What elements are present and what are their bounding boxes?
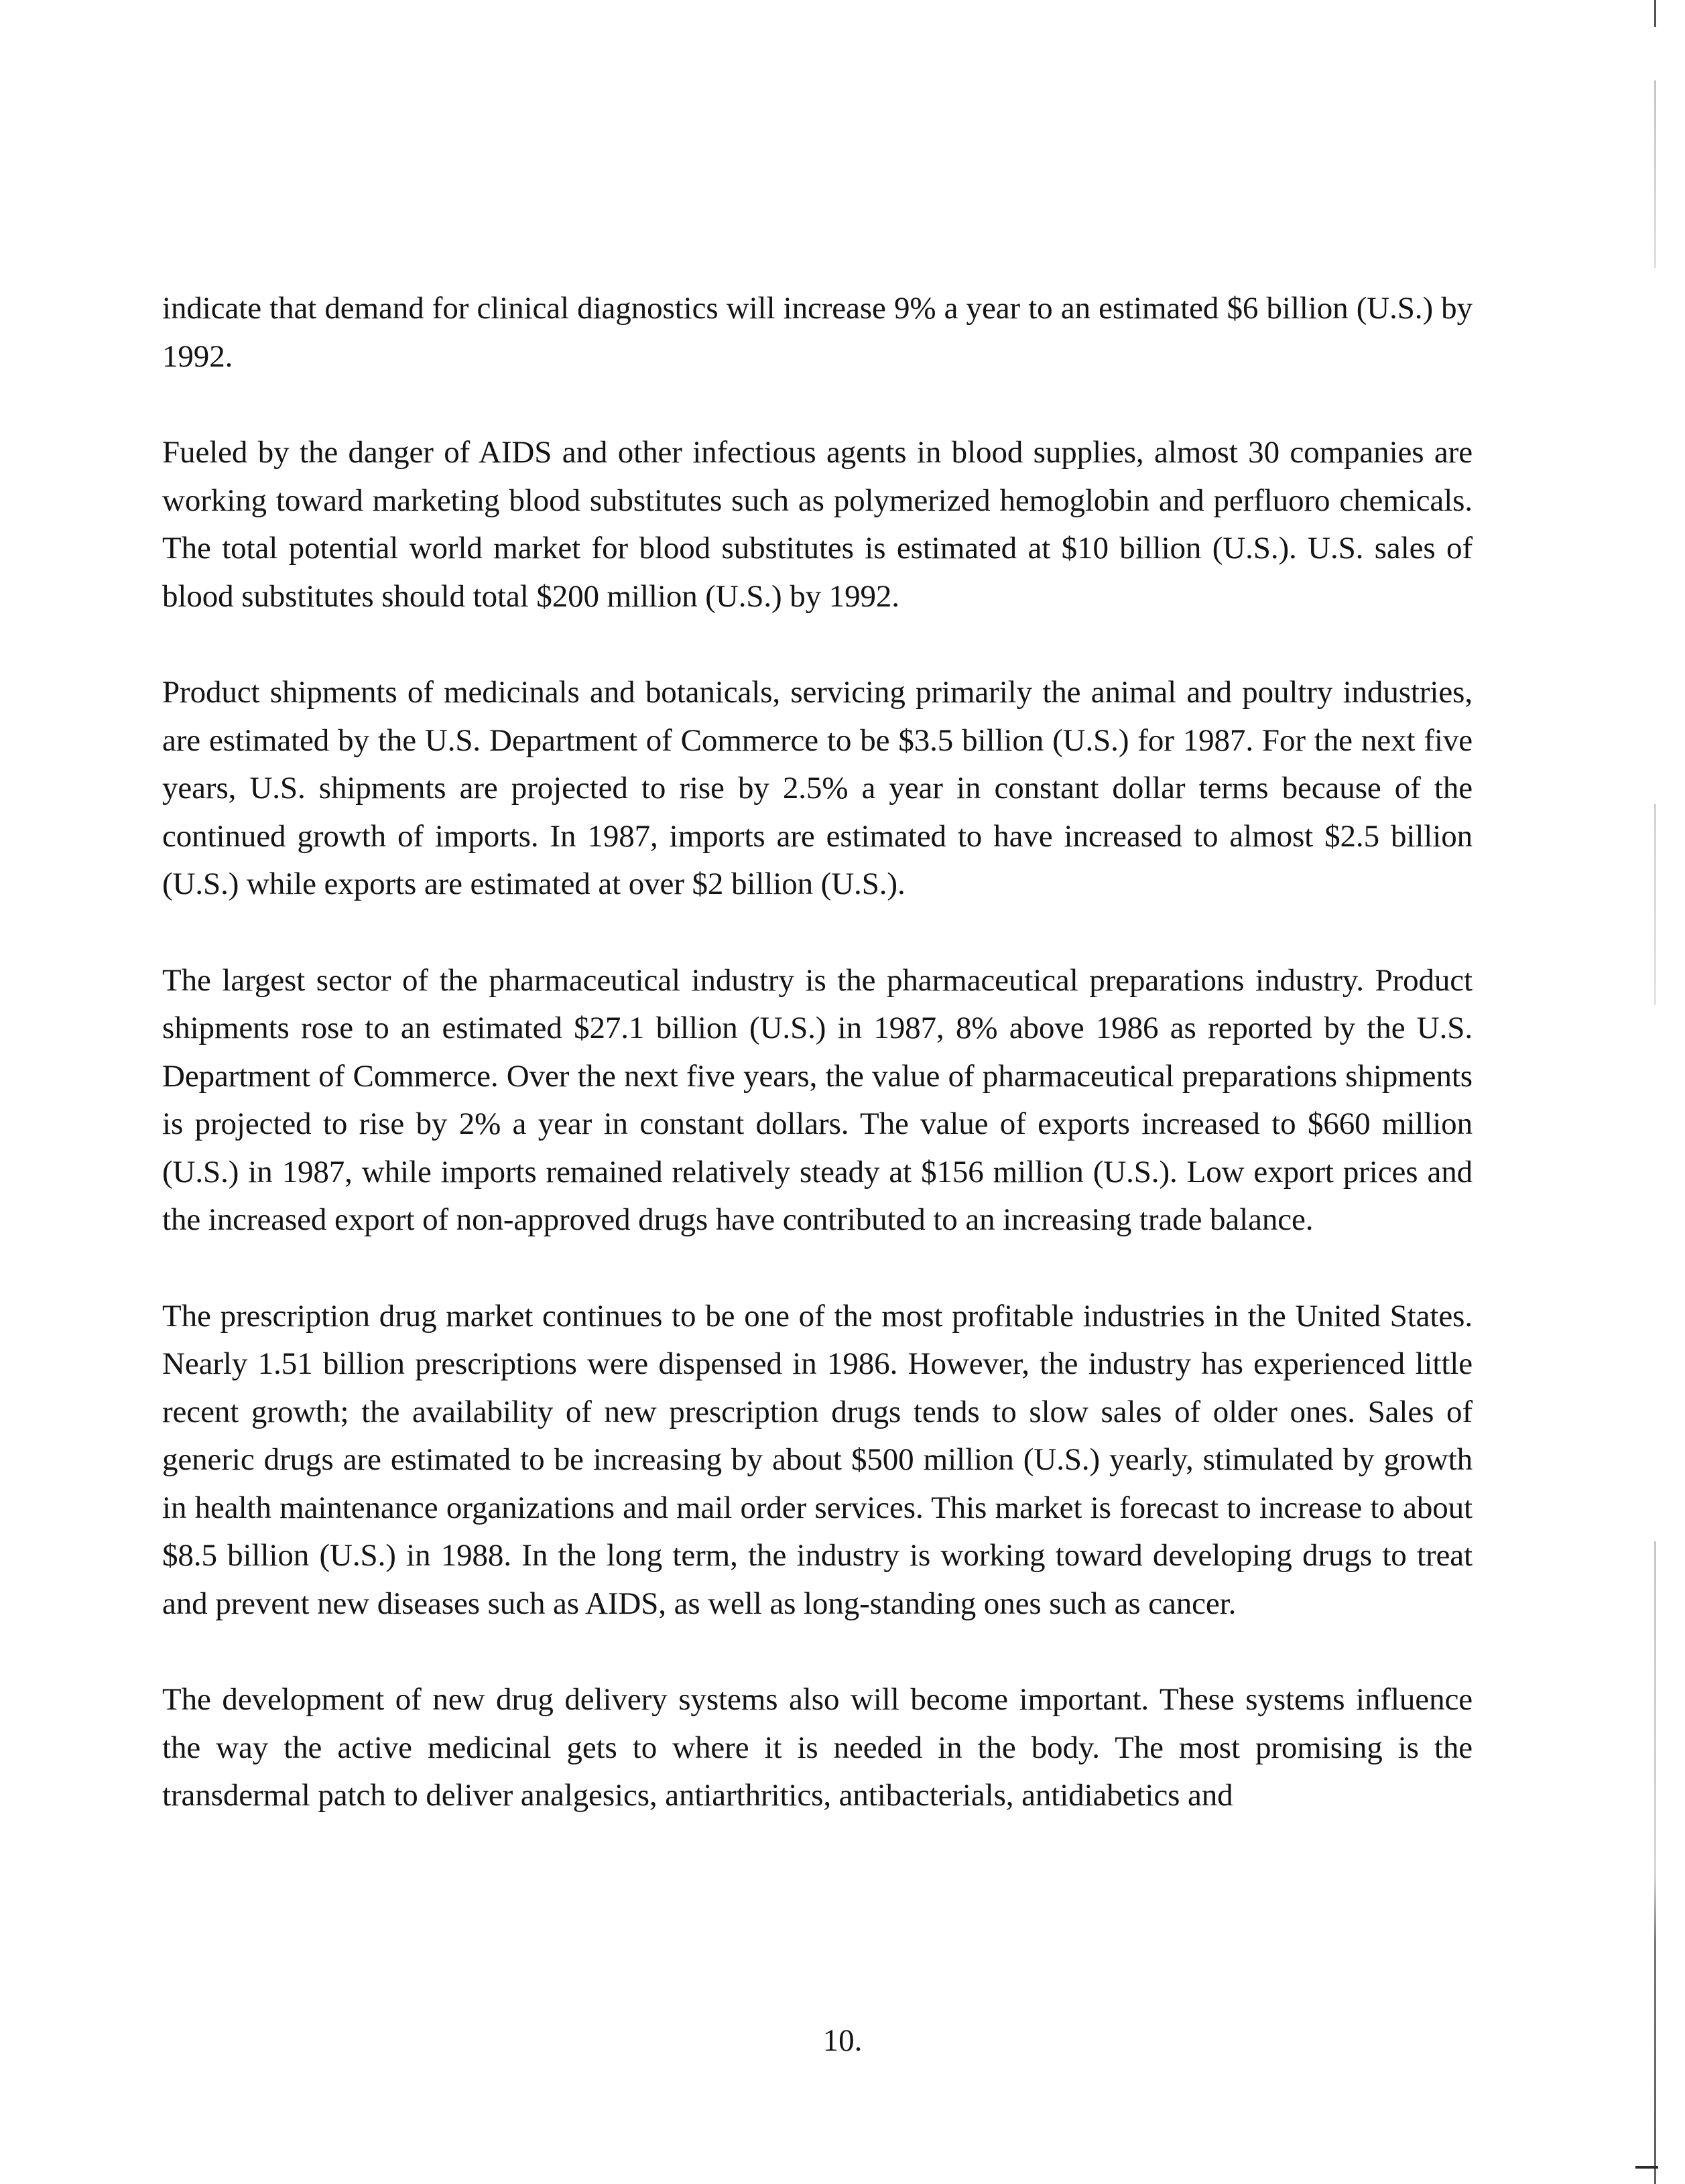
paragraph-blood-substitutes: Fueled by the danger of AIDS and other infectious agents in blood supplies, almost 30 companies are working toward marketing blood substitutes such as polymerized hemoglobin and perfluoro chemicals. The total potential world market for blood substitutes is estimated at $10 billion (U.S.). U.S. sales of blood substitutes should total $200 million (U.S.) by 1992. bbox=[162, 435, 1473, 614]
paragraph-pharmaceutical-preparations: The largest sector of the pharmaceutical industry is the pharmaceutical preparations industry. Product shipments rose to an estimated $27.1 billion (U.S.) in 1987, 8% above 1986 as reported by the U.S. Department of Commerce. Over the next five years, the value of pharmaceutical preparations shipments is projected to rise by 2% a year in constant dollars. The value of exports increased to $660 million (U.S.) in 1987, while imports remained relatively steady at $156 million (U.S.). Low export prices and the increased export of non-approved drugs have contributed to an increasing trade balance. bbox=[162, 962, 1473, 1237]
paragraph-drug-delivery-systems: The development of new drug delivery systems also will become important. These systems influence the way the active medicinal gets to where it is needed in the body. The most promising is the transdermal patch to deliver analgesics, antiarthritics, antibacterials, antidiabetics and bbox=[162, 1682, 1473, 1813]
paragraph-medicinals-botanicals: Product shipments of medicinals and botanicals, servicing primarily the animal and poultry industries, are estimated by the U.S. Department of Commerce to be $3.5 billion (U.S.) for 1987. For the next five years, U.S. shipments are projected to rise by 2.5% a year in constant dollar terms because of the continued growth of imports. In 1987, imports are estimated to have increased to almost $2.5 billion (U.S.) while exports are estimated at over $2 billion (U.S.). bbox=[162, 675, 1473, 901]
scan-corner-mark bbox=[1635, 2166, 1658, 2169]
page-number: 10. bbox=[822, 2023, 863, 2058]
paragraph-prescription-drug-market: The prescription drug market continues to be one of the most profitable industries in the United States. Nearly 1.51 billion prescriptions were dispensed in 1986. However, the industry has experienced little recent growth; the availability of new prescription drugs tends to slow sales of older ones. Sales of generic drugs are estimated to be increasing by about $500 million (U.S.) yearly, stimulated by growth in health maintenance organizations and mail order services. This market is forecast to increase to about $8.5 billion (U.S.) in 1988. In the long term, the industry is working toward developing drugs to treat and prevent new diseases such as AIDS, as well as long-standing ones such as cancer. bbox=[162, 1298, 1473, 1621]
scan-edge-artifact bbox=[1654, 0, 1656, 2184]
body-text bbox=[162, 285, 1473, 1820]
paragraph-clinical-diagnostics: indicate that demand for clinical diagnostics will increase 9% a year to an estimated $6 billion (U.S.) by 1992. bbox=[162, 291, 1473, 374]
